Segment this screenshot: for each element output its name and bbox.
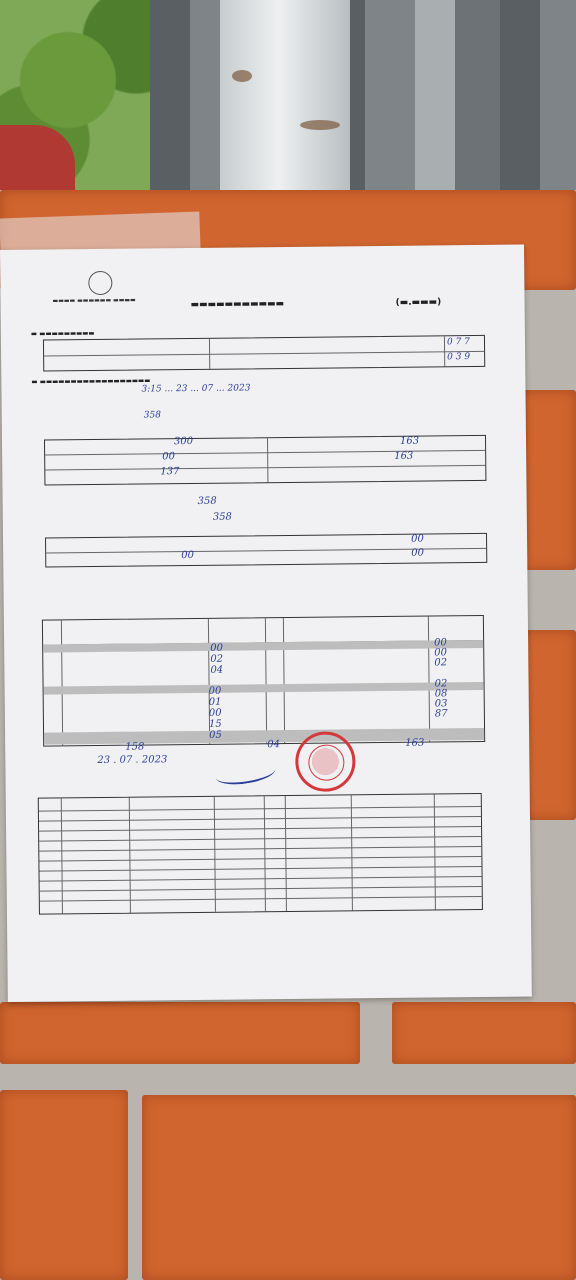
sub-total-2: 04 [267,739,280,751]
stat-7: 00 [181,549,195,562]
date-bottom: 23 . 07 . 2023 [97,754,168,767]
sub-total-1: 158 [125,741,145,753]
corrugated-metal-wall [150,0,576,200]
stat-6: 00 [410,533,424,545]
sub-total-3: 163 [405,737,425,749]
stat-5: 163 [394,450,414,462]
right-value-6: 03 [434,698,448,710]
metal-pipe [220,0,350,195]
seven-a: 358 [197,495,217,507]
left-value-3: 04 [210,664,224,676]
seven-b: 358 [212,511,232,523]
counter-box-value-2: 0 3 9 [447,352,471,363]
right-value-5: 08 [434,688,448,700]
section-1-table [43,335,485,372]
code-a: 358 [143,410,161,421]
statistics-table [44,435,486,486]
brick [392,1002,576,1064]
left-value-4: 00 [208,685,222,697]
right-value-2: 00 [434,647,448,659]
brick [520,390,576,570]
stat-8: 00 [411,547,424,559]
official-seal-stamp [295,731,356,792]
ministry-header-text: ▬▬▬▬ ▬▬▬▬▬▬ ▬▬▬▬ [52,296,136,305]
left-value-7: 15 [208,718,222,730]
section-1-heading: ▬ ▬▬▬▬▬▬▬▬▬ [30,329,95,338]
date-top: 3:15 ... 23 ... 07 ... 2023 [141,383,251,395]
observers-table [38,793,483,915]
left-value-5: 01 [208,696,222,708]
right-value-7: 87 [434,708,448,720]
stat-3: 137 [160,466,180,478]
counter-box-value: 0 7 7 [446,337,470,348]
stat-1: 300 [173,435,194,448]
left-value-1: 00 [210,642,223,654]
left-value-6: 00 [208,707,222,719]
form-code: (▬.▬▬▬) [395,297,442,308]
ministry-emblem-icon [88,271,112,295]
brick [0,1090,128,1280]
right-value-3: 02 [434,657,448,669]
stat-4: 163 [399,435,420,447]
form-title: ▬▬▬▬▬▬▬▬▬▬▬ [190,299,285,311]
brick [142,1095,576,1280]
left-value-8: 05 [209,729,222,741]
stat-2: 00 [162,451,175,463]
brick [0,1002,360,1064]
rust-spot [232,70,252,82]
right-value-1: 00 [434,637,447,649]
right-value-4: 02 [434,678,448,690]
signature [214,759,276,788]
posted-form [0,245,532,1002]
left-value-2: 02 [210,653,224,665]
rust-spot [300,120,340,130]
section-2-heading: ▬ ▬▬▬▬▬▬▬▬▬▬▬▬▬▬▬▬▬▬ [31,376,151,386]
vote-count-table [42,615,485,747]
